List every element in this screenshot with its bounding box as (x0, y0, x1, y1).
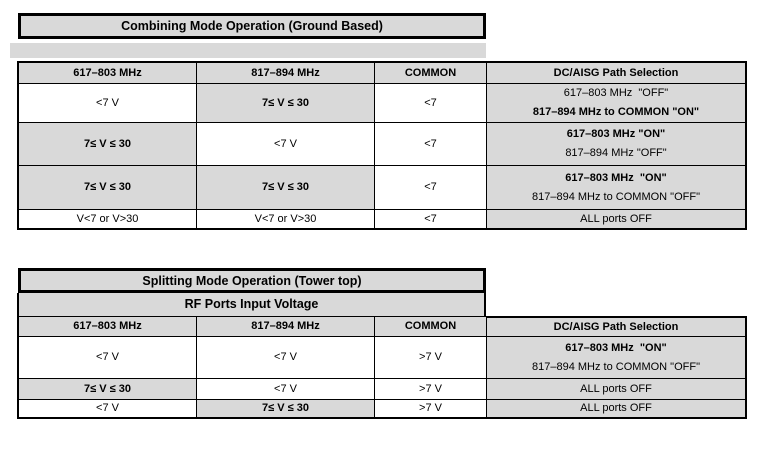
combining-header-path (486, 61, 747, 83)
splitting-title-box (18, 268, 486, 293)
combining-title-box (18, 13, 486, 39)
table-cell (374, 165, 486, 209)
path-line: 817–894 MHz to COMMON "OFF" (532, 360, 700, 373)
table-cell (196, 122, 374, 165)
combining-title: Combining Mode Operation (Ground Based) (121, 19, 383, 33)
cell-value: 7≤ V ≤ 30 (262, 181, 309, 194)
splitting-header-817-894 (196, 316, 374, 336)
table-cell (17, 209, 196, 230)
splitting-header-common (374, 316, 486, 336)
header-label: 817–894 MHz (251, 320, 320, 333)
splitting-header-path (486, 316, 747, 336)
cell-value: >7 V (419, 402, 442, 415)
header-label: COMMON (404, 320, 457, 333)
path-line: 617–803 MHz "ON" (565, 341, 667, 354)
table-cell (17, 399, 196, 419)
path-selection-cell (486, 165, 747, 209)
table-cell (374, 399, 486, 419)
table-cell (17, 165, 196, 209)
cell-value: <7 V (96, 351, 119, 364)
cell-value: V<7 or V>30 (254, 212, 317, 225)
header-label: DC/AISG Path Selection (553, 320, 679, 333)
path-line: ALL ports OFF (580, 402, 652, 414)
path-line: ALL ports OFF (580, 382, 652, 395)
combining-empty-shaded-row (10, 43, 486, 58)
table-cell (374, 336, 486, 378)
cell-value: <7 V (274, 137, 297, 150)
table-cell (17, 336, 196, 378)
cell-value: <7 (424, 96, 437, 109)
table-cell (374, 83, 486, 122)
rf-ports-input-voltage-row (17, 293, 486, 316)
empty-corner-cell (486, 293, 747, 316)
cell-value: <7 (424, 137, 437, 150)
cell-value: V<7 or V>30 (76, 212, 139, 225)
splitting-header-617-803 (17, 316, 196, 336)
combining-header-617-803 (17, 61, 196, 83)
table-cell (196, 209, 374, 230)
cell-value: 7≤ V ≤ 30 (84, 181, 131, 194)
cell-value: 7≤ V ≤ 30 (262, 96, 309, 109)
table-cell (196, 83, 374, 122)
combining-header-817-894 (196, 61, 374, 83)
cell-value: 7≤ V ≤ 30 (262, 402, 309, 415)
cell-value: <7 V (274, 382, 297, 395)
cell-value: <7 V (96, 96, 119, 109)
header-label: COMMON (404, 66, 457, 79)
cell-value: <7 (424, 212, 437, 225)
table-cell (17, 83, 196, 122)
path-selection-cell (486, 378, 747, 399)
path-selection-cell (486, 336, 747, 378)
table-cell (374, 209, 486, 230)
table-cell (196, 378, 374, 399)
combining-header-common (374, 61, 486, 83)
cell-value: 7≤ V ≤ 30 (84, 137, 131, 150)
path-line: 617–803 MHz "OFF" (563, 87, 669, 99)
path-line: 817–894 MHz "OFF" (565, 147, 667, 159)
table-cell (17, 378, 196, 399)
cell-value: 7≤ V ≤ 30 (84, 382, 131, 395)
table-cell (196, 165, 374, 209)
splitting-title: Splitting Mode Operation (Tower top) (142, 273, 362, 288)
cell-value: >7 V (419, 382, 442, 395)
header-label: 817–894 MHz (251, 66, 320, 79)
cell-value: <7 V (274, 351, 297, 364)
cell-value: >7 V (419, 351, 442, 364)
path-selection-cell (486, 399, 747, 419)
table-cell (374, 122, 486, 165)
cell-value: <7 V (96, 402, 119, 415)
table-cell (196, 336, 374, 378)
table-cell (196, 399, 374, 419)
path-selection-cell (486, 122, 747, 165)
header-label: 617–803 MHz (73, 66, 142, 79)
splitting-table (17, 293, 747, 419)
combining-table (17, 61, 747, 230)
path-line: 617–803 MHz "ON" (566, 128, 666, 140)
header-label: 617–803 MHz (73, 320, 142, 333)
path-selection-cell (486, 209, 747, 230)
table-cell (17, 122, 196, 165)
path-line: 817–894 MHz to COMMON "ON" (532, 106, 700, 118)
table-cell (374, 378, 486, 399)
path-line: 617–803 MHz "ON" (565, 171, 667, 184)
subtitle-label: RF Ports Input Voltage (184, 296, 319, 311)
path-line: 817–894 MHz to COMMON "OFF" (532, 190, 700, 203)
path-selection-cell (486, 83, 747, 122)
path-line: ALL ports OFF (580, 212, 652, 225)
header-label: DC/AISG Path Selection (553, 66, 679, 79)
cell-value: <7 (424, 181, 437, 194)
